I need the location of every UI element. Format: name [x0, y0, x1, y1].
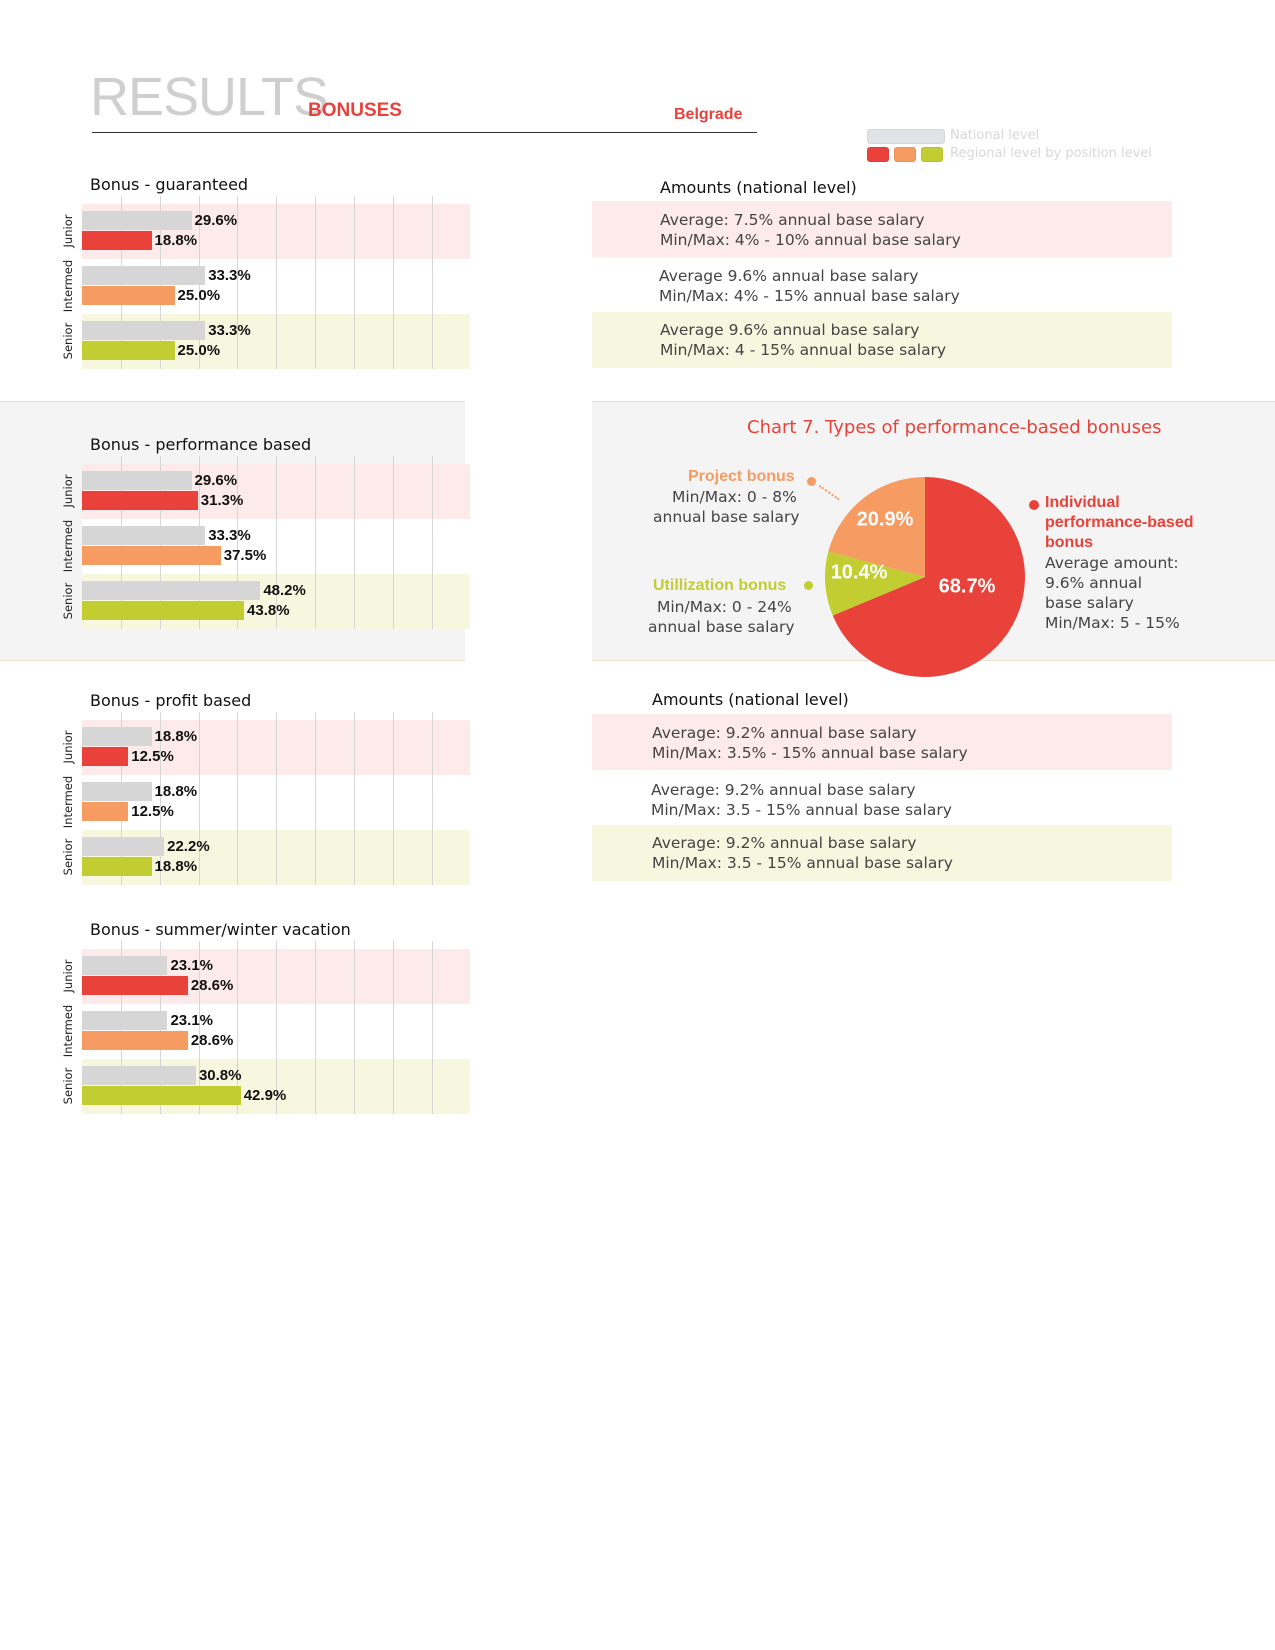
bar-regional	[82, 1086, 241, 1105]
gridline	[315, 712, 316, 885]
bar-value-label: 25.0%	[177, 287, 221, 304]
pie-slice-label: 68.7%	[938, 575, 996, 598]
bar-value-label: 48.2%	[263, 582, 306, 599]
bar-national	[82, 211, 192, 230]
bar-value-label: 18.8%	[154, 858, 198, 875]
gridline	[354, 941, 355, 1114]
pie-label-individual-title: performance-based	[1045, 514, 1194, 531]
row-label-junior: Junior	[61, 959, 75, 993]
bar-value-label: 18.8%	[154, 232, 198, 249]
bar-national	[82, 471, 192, 490]
amount-line: Average 9.6% annual base salary	[659, 267, 919, 285]
bar-value-label: 12.5%	[131, 803, 174, 820]
pie-dot-project	[807, 477, 816, 486]
bar-national	[82, 321, 205, 340]
bar-value-label: 33.3%	[208, 527, 251, 544]
amount-line: Min/Max: 4 - 15% annual base salary	[660, 341, 947, 359]
bar-regional	[82, 601, 244, 620]
pie-slice-label: 10.4%	[830, 561, 888, 584]
chart-title: Bonus - profit based	[90, 691, 252, 710]
bar-value-label: 43.8%	[247, 602, 290, 619]
gridline	[315, 196, 316, 369]
row-label-intermed: Intermed	[61, 259, 75, 313]
row-label-intermed: Intermed	[61, 1004, 75, 1058]
bar-regional	[82, 341, 175, 360]
gridline	[393, 196, 394, 369]
legend-swatch-junior	[867, 147, 889, 162]
bar-national	[82, 727, 152, 746]
pie-label-project-title: Project bonus	[688, 468, 795, 485]
bar-value-label: 42.9%	[243, 1087, 287, 1104]
legend	[867, 129, 1187, 165]
gridline	[354, 196, 355, 369]
bar-value-label: 30.8%	[198, 1067, 242, 1084]
bar-regional	[82, 286, 175, 305]
amount-line: Min/Max: 4% - 15% annual base salary	[659, 287, 960, 305]
pie-label-individual-title: Individual	[1045, 494, 1120, 511]
bar-value-label: 18.8%	[154, 783, 198, 800]
amounts-guaranteed-row-intermed	[592, 257, 1172, 313]
legend-label-regional: Regional level by position level	[950, 146, 1152, 161]
bar-regional	[82, 747, 128, 766]
bar-value-label: 29.6%	[194, 212, 238, 229]
gridline	[315, 456, 316, 629]
bar-value-label: 29.6%	[194, 472, 238, 489]
bar-chart-profit	[60, 684, 470, 884]
row-label-intermed: Intermed	[61, 775, 75, 829]
bar-regional	[82, 231, 152, 250]
bar-value-label: 23.1%	[170, 1012, 214, 1029]
chart-title: Bonus - performance based	[90, 435, 312, 454]
bar-regional	[82, 546, 221, 565]
gridline	[276, 712, 277, 885]
gridline	[393, 456, 394, 629]
amount-line: Average: 9.2% annual base salary	[652, 724, 917, 742]
bar-value-label: 22.2%	[167, 838, 210, 855]
amount-line: Average 9.6% annual base salary	[660, 321, 920, 339]
bar-national	[82, 266, 205, 285]
pie-label-individual-line: 9.6% annual	[1045, 574, 1143, 592]
section-title: BONUSES	[308, 100, 402, 121]
row-label-intermed: Intermed	[61, 519, 75, 573]
legend-swatch-senior	[921, 147, 943, 162]
pie-dot-individual	[1029, 500, 1039, 510]
bar-regional	[82, 1031, 188, 1050]
bar-national	[82, 581, 260, 600]
amounts-profit-row-junior	[592, 714, 1172, 770]
bar-value-label: 12.5%	[131, 748, 174, 765]
page-title: RESULTS	[90, 67, 329, 127]
amounts-profit-row-intermed	[592, 771, 1172, 827]
bar-regional	[82, 976, 188, 995]
gridline	[237, 712, 238, 885]
pie-label-utilization-title: Utillization bonus	[653, 577, 787, 594]
amount-line: Average: 9.2% annual base salary	[651, 781, 916, 799]
chart-title: Bonus - guaranteed	[90, 175, 249, 194]
gridline	[393, 712, 394, 885]
amounts-profit-row-senior	[592, 825, 1172, 881]
bar-value-label: 31.3%	[200, 492, 244, 509]
row-label-junior: Junior	[61, 474, 75, 508]
bar-chart-performance	[60, 428, 470, 628]
bar-national	[82, 526, 205, 545]
amount-line: Average: 9.2% annual base salary	[652, 834, 917, 852]
gridline	[393, 941, 394, 1114]
pie-label-individual-line: base salary	[1045, 594, 1134, 612]
gridline	[432, 941, 433, 1114]
gridline	[432, 196, 433, 369]
gridline	[315, 941, 316, 1114]
amount-line: Min/Max: 3.5 - 15% annual base salary	[651, 801, 952, 819]
chart-title: Bonus - summer/winter vacation	[90, 920, 351, 939]
bar-regional	[82, 802, 128, 821]
row-label-senior: Senior	[61, 838, 75, 876]
row-label-senior: Senior	[61, 582, 75, 620]
city-label: Belgrade	[674, 106, 743, 123]
pie-chart	[815, 467, 1035, 687]
pie-slice-label: 20.9%	[856, 508, 914, 531]
bar-national	[82, 1066, 196, 1085]
bar-regional	[82, 857, 152, 876]
bar-value-label: 33.3%	[208, 267, 251, 284]
bar-national	[82, 1011, 167, 1030]
bar-value-label: 25.0%	[177, 342, 221, 359]
gridline	[199, 712, 200, 885]
row-label-senior: Senior	[61, 322, 75, 360]
gridline	[432, 712, 433, 885]
legend-label-national: National level	[950, 128, 1040, 143]
gridline	[276, 196, 277, 369]
pie-label-individual-line: Average amount:	[1045, 554, 1179, 572]
bar-value-label: 37.5%	[223, 547, 267, 564]
row-label-junior: Junior	[61, 730, 75, 764]
bar-national	[82, 837, 164, 856]
amount-line: Average: 7.5% annual base salary	[660, 211, 925, 229]
pie-label-utilization-line: annual base salary	[648, 618, 795, 636]
bar-national	[82, 956, 167, 975]
bar-value-label: 33.3%	[208, 322, 251, 339]
gridline	[354, 712, 355, 885]
amount-line: Min/Max: 3.5 - 15% annual base salary	[652, 854, 953, 872]
pie-chart-title: Chart 7. Types of performance-based bonuses	[747, 417, 1162, 438]
amount-line: Min/Max: 4% - 10% annual base salary	[660, 231, 961, 249]
gridline	[354, 456, 355, 629]
bar-regional	[82, 491, 198, 510]
amounts-guaranteed-title: Amounts (national level)	[660, 178, 857, 197]
amounts-profit-title: Amounts (national level)	[652, 690, 849, 709]
row-label-senior: Senior	[61, 1067, 75, 1105]
bar-value-label: 23.1%	[170, 957, 214, 974]
pie-label-project-line: Min/Max: 0 - 8%	[672, 488, 797, 506]
legend-swatch-national	[867, 129, 945, 144]
bar-value-label: 18.8%	[154, 728, 198, 745]
bar-chart-guaranteed	[60, 168, 470, 368]
pie-label-individual-title: bonus	[1045, 534, 1093, 551]
pie-label-utilization-line: Min/Max: 0 - 24%	[657, 598, 792, 616]
amounts-guaranteed-row-senior	[592, 312, 1172, 368]
amounts-guaranteed-row-junior	[592, 201, 1172, 257]
amount-line: Min/Max: 3.5% - 15% annual base salary	[652, 744, 968, 762]
legend-swatch-intermed	[894, 147, 916, 162]
pie-label-individual-line: Min/Max: 5 - 15%	[1045, 614, 1180, 632]
bar-value-label: 28.6%	[190, 977, 234, 994]
gridline	[432, 456, 433, 629]
bar-national	[82, 782, 152, 801]
bar-chart-vacation	[60, 913, 470, 1113]
header-divider	[92, 132, 757, 133]
bar-value-label: 28.6%	[190, 1032, 234, 1049]
pie-dot-utilization	[804, 581, 813, 590]
row-label-junior: Junior	[61, 214, 75, 248]
pie-label-project-line: annual base salary	[653, 508, 800, 526]
